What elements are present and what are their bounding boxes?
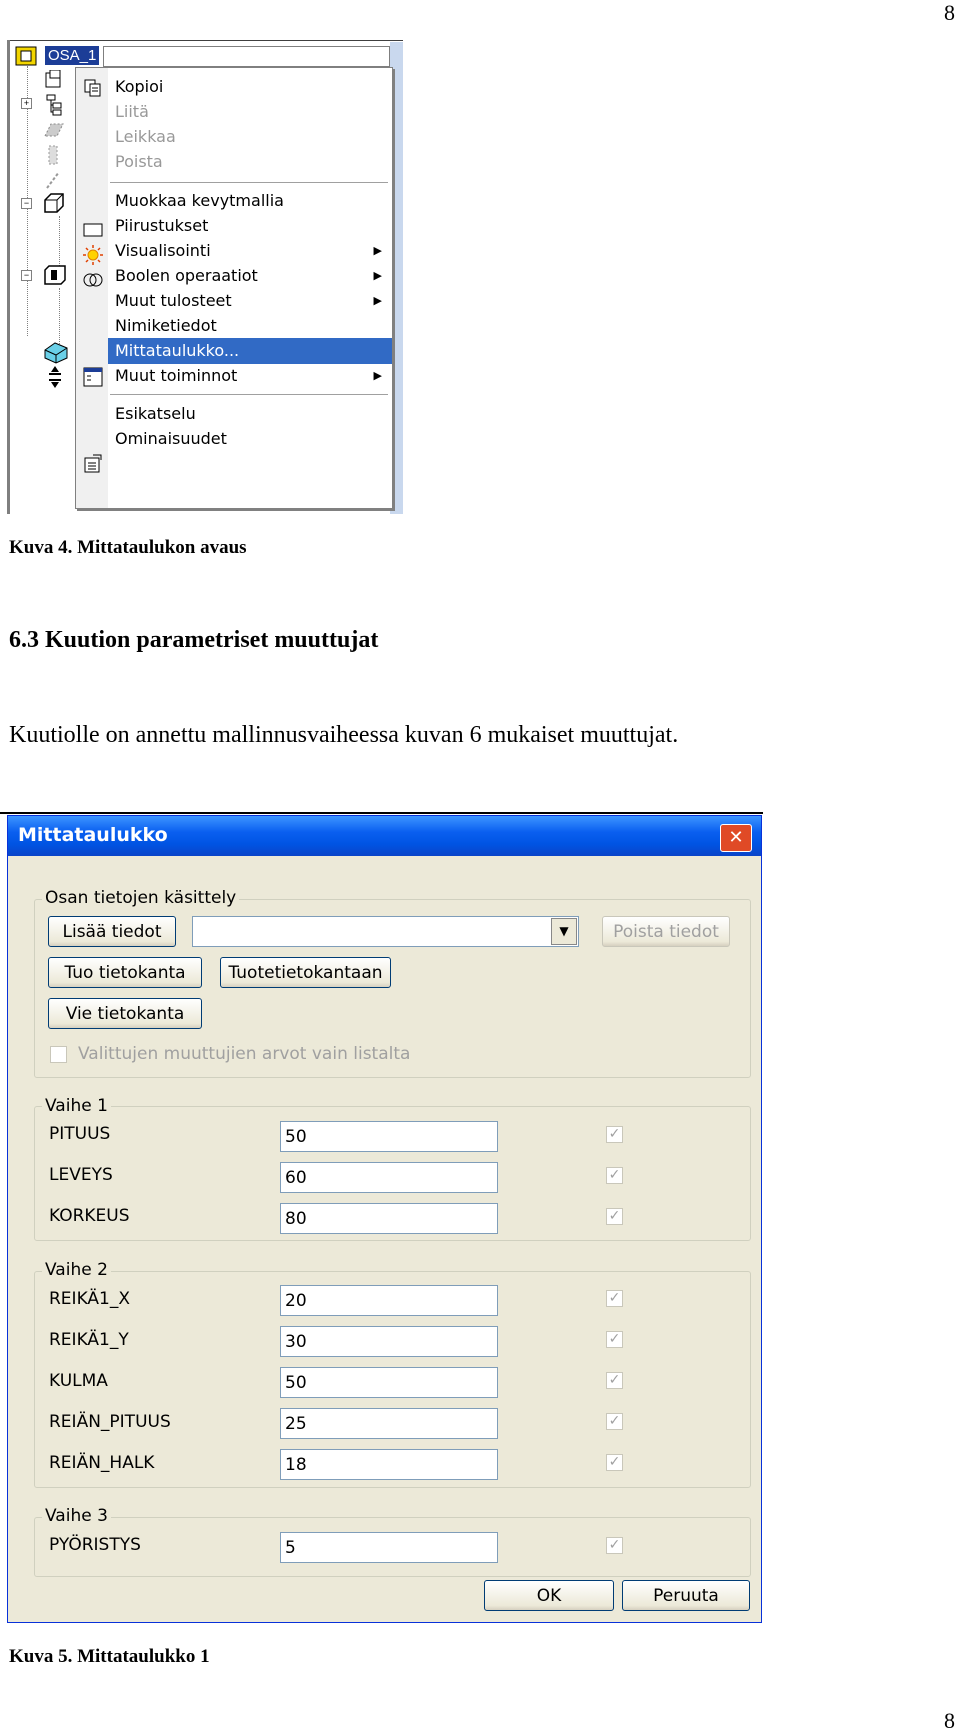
solid-body-icon [43, 340, 69, 364]
dialog-title: Mittataulukko [18, 824, 168, 846]
menu-item-preview[interactable]: Esikatselu [115, 404, 196, 423]
variable-value-input[interactable]: 20 [280, 1285, 498, 1316]
part-root-icon [15, 46, 37, 66]
end-of-part-icon [45, 366, 65, 388]
add-data-button[interactable]: Lisää tiedot [48, 916, 176, 947]
variable-name: KORKEUS [49, 1206, 130, 1226]
variable-name: REIÄN_HALK [49, 1453, 155, 1473]
sun-icon [83, 245, 103, 265]
context-menu [75, 67, 393, 509]
variable-checkbox[interactable]: ✓ [606, 1290, 623, 1307]
submenu-arrow-icon: ▶ [373, 244, 382, 257]
menu-item-paste[interactable]: Liitä [115, 102, 149, 121]
figure-context-menu [7, 40, 403, 514]
variable-checkbox[interactable]: ✓ [606, 1537, 623, 1554]
section-paragraph: Kuutiolle on annettu mallinnusvaiheessa kuvan 6 mukaiset muuttujat. [9, 722, 679, 748]
page-number-bottom: 8 [944, 1708, 955, 1733]
phase2-legend: Vaihe 2 [42, 1260, 111, 1280]
dimension-table-dialog [7, 815, 762, 1623]
dialog-titlebar[interactable] [8, 816, 761, 856]
phase3-legend: Vaihe 3 [42, 1506, 111, 1526]
cut-feature-icon [43, 264, 67, 286]
variable-name: REIÄN_PITUUS [49, 1412, 171, 1432]
tree-collapse-icon[interactable]: − [21, 270, 32, 281]
variable-checkbox[interactable]: ✓ [606, 1126, 623, 1143]
variable-checkbox[interactable]: ✓ [606, 1454, 623, 1471]
menu-item-delete[interactable]: Poista [115, 152, 163, 171]
values-from-list-label: Valittujen muuttujien arvot vain listalta [78, 1044, 411, 1064]
variable-value-input[interactable]: 50 [280, 1367, 498, 1398]
variable-name: KULMA [49, 1371, 108, 1391]
product-database-button[interactable]: Tuotetietokantaan [220, 957, 391, 988]
menu-separator [110, 394, 388, 395]
page-number-top: 8 [944, 0, 955, 25]
part-data-group-legend: Osan tietojen käsittely [42, 888, 239, 908]
variable-value-input[interactable]: 60 [280, 1162, 498, 1193]
variable-checkbox[interactable]: ✓ [606, 1372, 623, 1389]
tree-expand-icon[interactable]: + [21, 98, 32, 109]
variable-name: PYÖRISTYS [49, 1535, 141, 1555]
phase1-legend: Vaihe 1 [42, 1096, 111, 1116]
variable-name: REIKÄ1_X [49, 1289, 131, 1309]
tree-connector [59, 216, 60, 266]
figure-top-border [7, 40, 403, 41]
tree-root-label[interactable]: OSA_1 [45, 46, 99, 65]
menu-item-boolean[interactable]: Boolen operaatiot ▶ [108, 263, 392, 289]
menu-item-other-functions[interactable]: Muut toiminnot ▶ [108, 363, 392, 389]
line-feature-icon [43, 170, 65, 190]
variable-name: PITUUS [49, 1124, 111, 1144]
export-database-button[interactable]: Vie tietokanta [48, 998, 202, 1029]
variable-name: LEVEYS [49, 1165, 113, 1185]
submenu-arrow-icon: ▶ [373, 294, 382, 307]
extrude-feature-icon [43, 192, 67, 214]
variable-value-input[interactable]: 80 [280, 1203, 498, 1234]
submenu-arrow-icon: ▶ [373, 269, 382, 282]
copy-icon [83, 78, 103, 98]
import-database-button[interactable]: Tuo tietokanta [48, 957, 202, 988]
values-from-list-checkbox[interactable] [50, 1046, 67, 1063]
tree-rename-field[interactable] [103, 46, 390, 67]
variable-value-input[interactable]: 50 [280, 1121, 498, 1152]
variable-checkbox[interactable]: ✓ [606, 1167, 623, 1184]
menu-item-dimension-table[interactable]: Mittataulukko... [108, 338, 392, 364]
tree-connector [59, 288, 60, 348]
menu-item-cut[interactable]: Leikkaa [115, 127, 176, 146]
variable-checkbox[interactable]: ✓ [606, 1208, 623, 1225]
drawing-icon [83, 220, 103, 240]
hierarchy-icon [43, 94, 65, 116]
close-button[interactable]: ✕ [720, 824, 752, 852]
figure5-caption: Kuva 5. Mittataulukko 1 [9, 1646, 210, 1667]
variable-checkbox[interactable]: ✓ [606, 1331, 623, 1348]
menu-item-properties[interactable]: Ominaisuudet [115, 429, 227, 448]
figure4-caption: Kuva 4. Mittataulukon avaus [9, 537, 247, 558]
figure-left-border [7, 40, 10, 514]
variable-value-input[interactable]: 25 [280, 1408, 498, 1439]
submenu-arrow-icon: ▶ [373, 369, 382, 382]
variable-value-input[interactable]: 18 [280, 1449, 498, 1480]
data-combobox[interactable] [192, 916, 579, 947]
variable-name: REIKÄ1_Y [49, 1330, 129, 1350]
chevron-down-icon[interactable]: ▼ [551, 918, 577, 945]
delete-data-button[interactable]: Poista tiedot [602, 916, 730, 947]
section-heading: 6.3 Kuution parametriset muuttujat [9, 627, 379, 653]
plane-icon [43, 120, 65, 138]
menu-item-drawings[interactable]: Piirustukset [115, 216, 209, 235]
ok-button[interactable]: OK [484, 1580, 614, 1611]
menu-item-visualization[interactable]: Visualisointi ▶ [108, 238, 392, 264]
cancel-button[interactable]: Peruuta [622, 1580, 750, 1611]
boolean-icon [83, 270, 103, 290]
variable-checkbox[interactable]: ✓ [606, 1413, 623, 1430]
axis-icon [43, 144, 65, 166]
tree-collapse-icon[interactable]: − [21, 198, 32, 209]
menu-item-copy[interactable]: Kopioi [115, 77, 164, 96]
variable-value-input[interactable]: 30 [280, 1326, 498, 1357]
menu-item-item-info[interactable]: Nimiketiedot [115, 316, 217, 335]
menu-separator [110, 182, 388, 183]
variable-value-input[interactable]: 5 [280, 1532, 498, 1563]
table-icon [83, 367, 103, 387]
sketch-icon [43, 70, 65, 90]
menu-item-edit-lightweight[interactable]: Muokkaa kevytmallia [115, 191, 284, 210]
menu-item-other-outputs[interactable]: Muut tulosteet ▶ [108, 288, 392, 314]
properties-icon [83, 454, 103, 474]
